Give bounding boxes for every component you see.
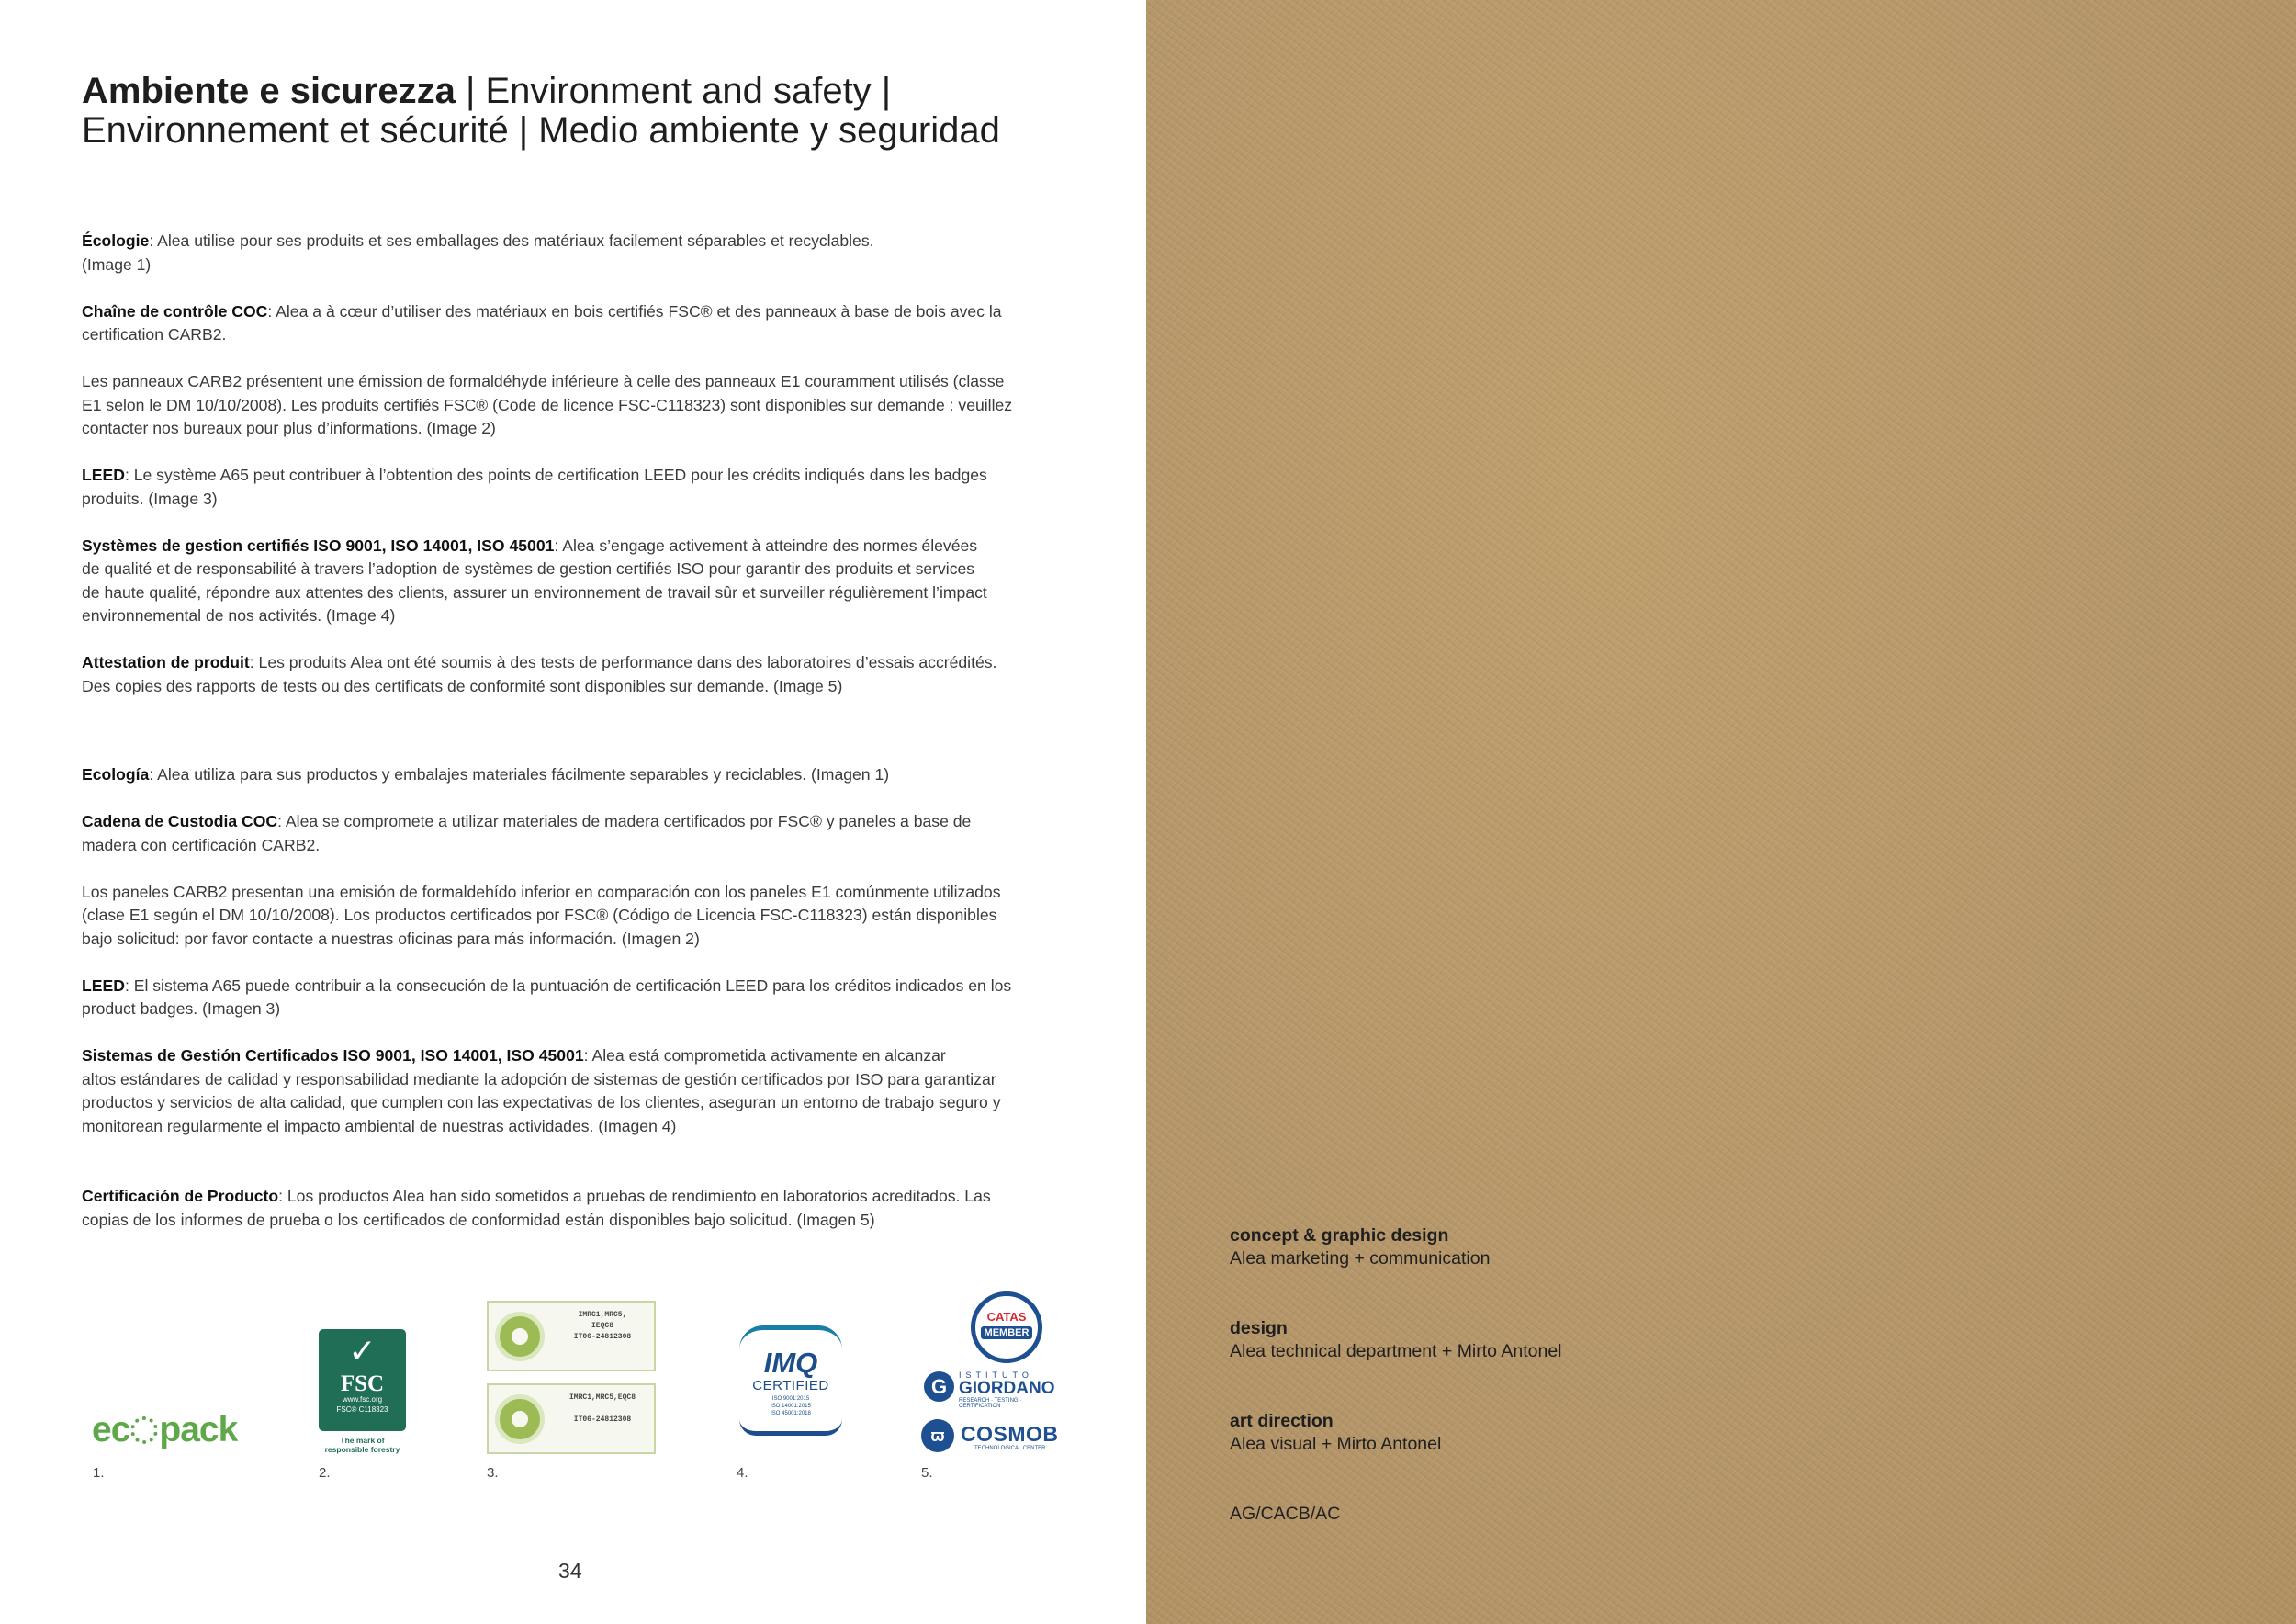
fr-ecologie: Écologie: Alea utilise pour ses produits et ses emballages des matériaux facilement séparables et recyclables. (Image 1): [82, 231, 874, 274]
credit-art-direction: [1230, 1410, 1441, 1456]
es-iso: Sistemas de Gestión Certificados ISO 9001, ISO 14001, ISO 45001: Alea está comprometida activamente en alcanzar altos estándares de calidad y responsabilidad mediante la adopción de sistemas de gestión certificados por ISO para garantizar productos y servicios de alta calidad, que cumplen con las expectativas de los clientes, aseguran un entorno de trabajo seguro y monitorean regularmente el impacto ambiental de nuestras actividades. (Imagen 4): [82, 1046, 1001, 1135]
logo-number: 3.: [487, 1465, 499, 1481]
french-section: [82, 230, 1055, 722]
credit-concept: [1230, 1224, 1490, 1270]
leed-badge-1: IMRC1,MRC5, IEQC8 IT06-24812308: [487, 1301, 656, 1371]
logo-number: 2.: [319, 1465, 331, 1481]
imq-word: IMQ: [763, 1347, 818, 1379]
imq-iso-line: ISO 14001:2015: [771, 1404, 811, 1409]
credit-title: art direction: [1230, 1411, 1334, 1431]
page-title: Ambiente e sicurezza | Environment and safety | Environnement et sécurité | Medio ambiente y seguridad: [82, 71, 1000, 151]
spanish-section: [82, 763, 1055, 1256]
fsc-word: FSC: [340, 1371, 385, 1396]
imq-logo: [737, 1325, 845, 1456]
fr-coc: Chaîne de contrôle COC: Alea a à cœur d’utiliser des matériaux en bois certifiés FSC® et des panneaux à base de bois avec la certification CARB2.: [82, 301, 1002, 344]
credit-title: design: [1230, 1318, 1288, 1338]
logo-number: 1.: [93, 1465, 105, 1481]
credit-value: Alea marketing + communication: [1230, 1248, 1491, 1269]
catalog-code: AG/CACB/AC: [1230, 1504, 1341, 1524]
imq-iso-line: ISO 9001:2015: [771, 1396, 810, 1402]
imq-certified: CERTIFIED: [752, 1378, 829, 1393]
logo-number: 5.: [921, 1465, 933, 1481]
giordano-g-icon: G: [924, 1371, 954, 1402]
kraft-back-cover: [1146, 0, 2296, 1624]
page-number: 34: [558, 1559, 582, 1583]
credit-value: Alea visual + Mirto Antonel: [1230, 1434, 1442, 1454]
left-page: [0, 0, 1146, 1624]
fr-carb2: Les panneaux CARB2 présentent une émission de formaldéhyde inférieure à celle des panneaux E1 couramment utilisés (classe E1 selon le DM 10/10/2008). Les produits certifiés FSC® (Code de licence FSC-C118323) sont disponibles sur demande : veuillez contacter nos bureaux pour plus d’informations. (Image 2): [82, 372, 1013, 437]
leed-seal-icon: [495, 1394, 545, 1444]
fr-iso: Systèmes de gestion certifiés ISO 9001, ISO 14001, ISO 45001: Alea s’engage activement à atteindre des normes élevées de qualité et de responsabilité à travers l’adoption de systèmes de gestion certifiés ISO pour garantir des produits et services de haute qualité, répondre aux attentes des clients, assurer un environnement de travail sûr et surveiller régulièrement l’impact environnemental de nos activités. (Image 4): [82, 536, 987, 625]
credit-title: concept & graphic design: [1230, 1225, 1449, 1246]
fsc-code: FSC® C118323: [336, 1405, 388, 1414]
es-coc: Cadena de Custodia COC: Alea se compromete a utilizar materiales de madera certificados por FSC® y paneles a base de madera con certificación CARB2.: [82, 812, 972, 854]
imq-iso-line: ISO 45001:2018: [771, 1411, 811, 1416]
istituto-giordano-logo: G ISTITUTO GIORDANO RESEARCH · TESTING · CERTIFICATION: [924, 1369, 1062, 1405]
fr-attestation: Attestation de produit: Les produits Alea ont été soumis à des tests de performance dans des laboratoires d’essais accrédités. Des copies des rapports de tests ou des certificats de conformité sont disponibles sur demande. (Image 5): [82, 653, 997, 695]
es-ecologia: Ecología: Alea utiliza para sus productos y embalajes materiales fácilmente separables y reciclables. (Imagen 1): [82, 765, 890, 784]
leed-seal-icon: [495, 1312, 545, 1361]
es-leed: LEED: El sistema A65 puede contribuir a la consecución de la puntuación de certificación LEED para los créditos indicados en los product badges. (Imagen 3): [82, 976, 1012, 1018]
fsc-tagline: The mark of responsible forestry: [324, 1436, 400, 1454]
flower-icon: [130, 1416, 158, 1444]
cosmob-mark-icon: ϖ: [921, 1419, 954, 1452]
fsc-logo: [319, 1329, 406, 1431]
es-carb2: Los paneles CARB2 presentan una emisión de formaldehído inferior en comparación con los paneles E1 comúnmente utilizados (clase E1 según el DM 10/10/2008). Los productos certificados por FSC® (Código de Licencia FSC-C118323) están disponibles bajo solicitud: por favor contacte a nuestras oficinas para más información. (Imagen 2): [82, 882, 1001, 948]
credit-value: Alea technical department + Mirto Antonel: [1230, 1341, 1562, 1361]
leed-badge-2: IMRC1,MRC5,EQC8 IT06-24812308: [487, 1383, 656, 1454]
logo-number: 4.: [737, 1465, 748, 1481]
fr-leed: LEED: Le système A65 peut contribuer à l’obtention des points de certification LEED pour les crédits indiqués dans les badges produits. (Image 3): [82, 466, 987, 508]
ecopack-logo: ec pack: [92, 1410, 238, 1449]
fsc-url: www.fsc.org: [342, 1395, 383, 1404]
cosmob-logo: ϖ COSMOB TECHNOLOGICAL CENTER: [921, 1419, 1064, 1454]
fsc-tree-icon: ✓: [348, 1332, 377, 1370]
catas-member-logo: CATAS MEMBER: [971, 1291, 1042, 1363]
credit-design: [1230, 1317, 1562, 1363]
es-certificacion: Certificación de Producto: Los productos Alea han sido sometidos a pruebas de rendimiento en laboratorios acreditados. Las copias de los informes de prueba o los certificados de conformidad están disponibles bajo solicitud. (Imagen 5): [82, 1187, 991, 1229]
